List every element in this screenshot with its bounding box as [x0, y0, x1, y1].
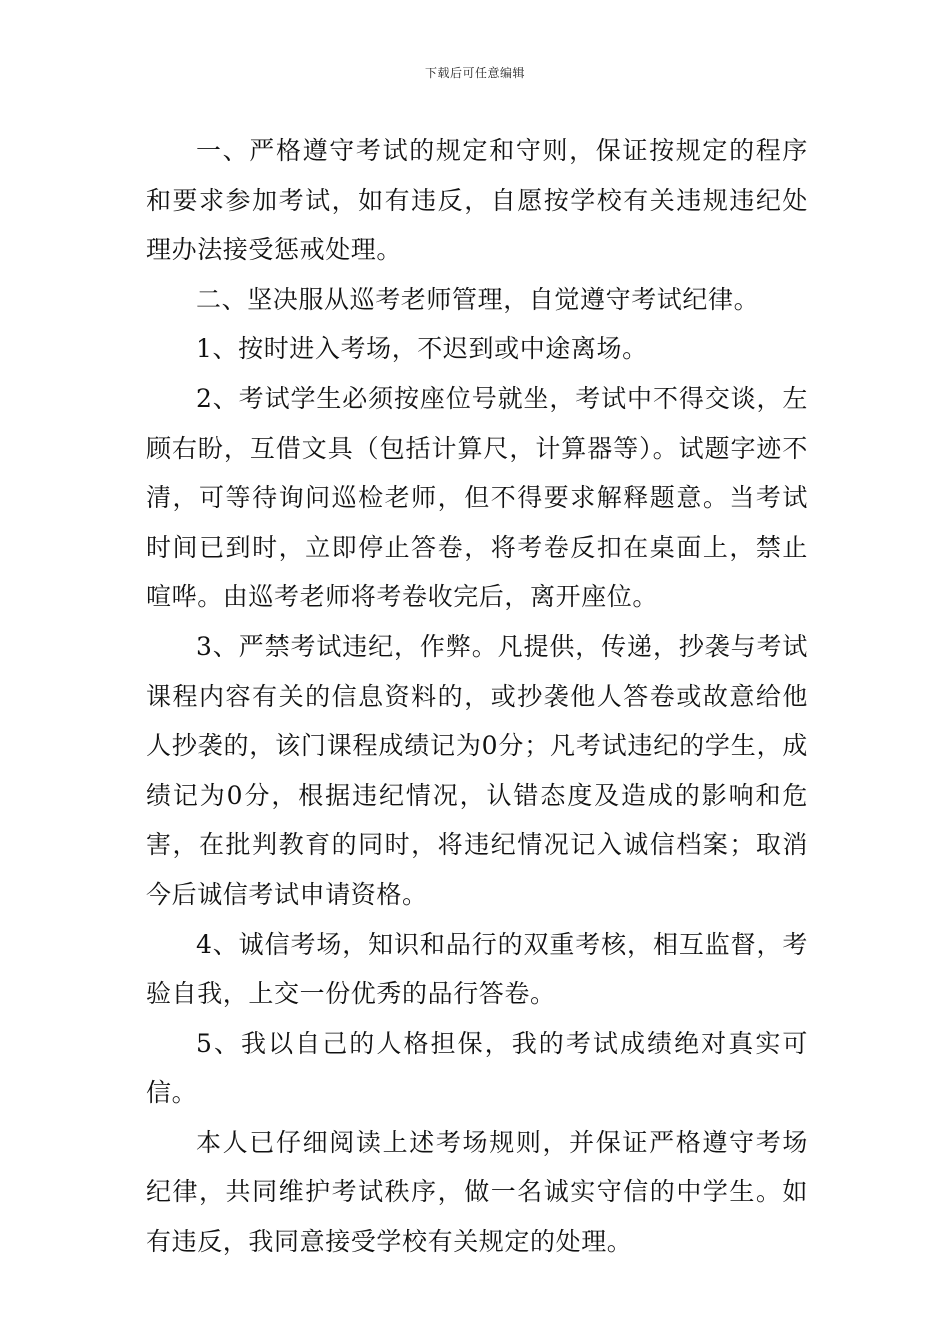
paragraph-item-3: 3、严禁考试违纪，作弊。凡提供，传递，抄袭与考试课程内容有关的信息资料的，或抄袭他人答卷或故意给他人抄袭的，该门课程成绩记为0分；凡考试违纪的学生，成绩记为0分，根据违纪情况，认错态度及造成的影响和危害，在批判教育的同时，将违纪情况记入诚信档案；取消今后诚信考试申请资格。 [146, 631, 808, 909]
page-header-note: 下载后可任意编辑 [424, 66, 525, 80]
paragraph-item-4: 4、诚信考场，知识和品行的双重考核，相互监督，考验自我，上交一份优秀的品行答卷。 [146, 929, 808, 1009]
paragraph-rule-2: 二、坚决服从巡考老师管理，自觉遵守考试纪律。 [196, 284, 760, 314]
document-body [146, 126, 808, 1267]
paragraph-item-1: 1、按时进入考场，不迟到或中途离场。 [196, 334, 648, 364]
paragraph-item-2: 2、考试学生必须按座位号就坐，考试中不得交谈，左顾右盼，互借文具（包括计算尺，计算器等）。试题字迹不清，可等待询问巡检老师，但不得要求解释题意。当考试时间已到时，立即停止答卷，将考卷反扣在桌面上，禁止喧哗。由巡考老师将考卷收完后，离开座位。 [146, 383, 808, 612]
paragraph-rule-1: 一、严格遵守考试的规定和守则，保证按规定的程序和要求参加考试，如有违反，自愿按学校有关违规违纪处理办法接受惩戒处理。 [146, 136, 808, 265]
paragraph-item-5: 5、我以自己的人格担保，我的考试成绩绝对真实可信。 [146, 1028, 808, 1108]
paragraph-pledge: 本人已仔细阅读上述考场规则，并保证严格遵守考场纪律，共同维护考试秩序，做一名诚实守信的中学生。如有违反，我同意接受学校有关规定的处理。 [146, 1127, 808, 1257]
